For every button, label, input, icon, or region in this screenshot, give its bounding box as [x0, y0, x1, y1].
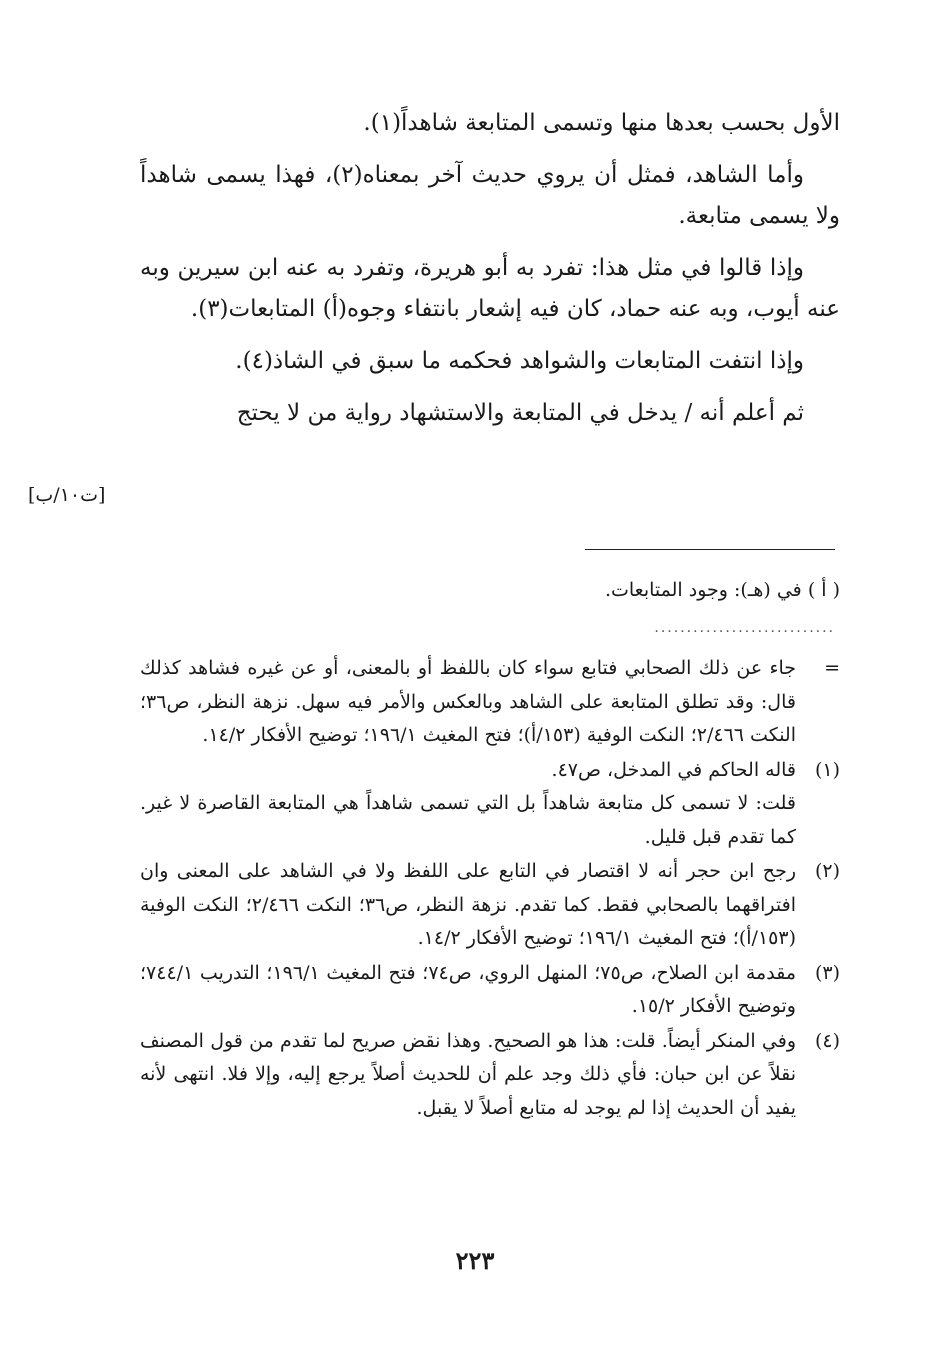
footnote-continuation [140, 652, 840, 753]
footnote-body [140, 855, 796, 956]
footnote-line: قاله الحاكم في المدخل، ص٤٧. [551, 758, 796, 781]
footnote-line: مقدمة ابن الصلاح، ص٧٥؛ المنهل الروي، ص٧٤؛ فتح المغيث ١٩٦/١؛ التدريب ٧٤٤/١؛ وتوضيح الأفكار ١٥/٢. [140, 961, 796, 1017]
footnote-line: وفي المنكر أيضاً. قلت: هذا هو الصحيح. وهذا نقض صريح لما تقدم من قول المصنف نقلاً عن ابن حبان: فأي ذلك وجد علم أن للحديث أصلاً يرجع إليه، وإلا فلا. انتهى لأنه يفيد أن الحديث إذا لم يوجد له متابع أصلاً لا يقبل. [140, 1029, 796, 1119]
footnote-separator [585, 549, 835, 550]
variant-note-text: في (هـ): وجود المتابعات. [604, 579, 802, 601]
footnote-mark: = [824, 657, 840, 679]
footnote-body [140, 754, 796, 855]
footnote-body [140, 1025, 796, 1126]
main-text [140, 103, 840, 445]
manuscript-folio-marker: [ت١٠/ب] [28, 484, 106, 506]
footnote-body [140, 652, 796, 753]
footnote-mark: (٤) [814, 1029, 840, 1052]
main-paragraph: وإذا قالوا في مثل هذا: تفرد به أبو هريرة، وتفرد به عنه ابن سيرين وبه عنه أيوب، وبه عنه حماد، كان فيه إشعار بانتفاء وجوه(أ) المتابعات(٣). [140, 255, 840, 322]
main-paragraph: الأول بحسب بعدها منها وتسمى المتابعة شاهداً(١). [363, 110, 840, 136]
footnote-mark: (١) [814, 758, 840, 781]
footnote-line: رجح ابن حجر أنه لا اقتصار في التابع على اللفظ ولا في الشاهد على المعنى وان افتراقهما بالصحابي فقط. كما تقدم. نزهة النظر، ص٣٦؛ النكت ٢/٤٦٦؛ النكت الوفية (١٥٣/أ)؛ فتح المغيث ١٩٦/١؛ توضيح الأفكار ١٤/٢. [140, 860, 796, 949]
variant-note-mark: ( أ ) [807, 579, 840, 601]
footnote-line: قلت: لا تسمى كل متابعة شاهداً بل التي تسمى شاهداً هي المتابعة القاصرة لا غير. كما تقدم قبل قليل. [140, 792, 796, 848]
main-paragraph: وإذا انتفت المتابعات والشواهد فحكمه ما سبق في الشاذ(٤). [235, 348, 804, 374]
main-paragraph: ثم أعلم أنه / يدخل في المتابعة والاستشهاد رواية من لا يحتج [236, 400, 804, 426]
footnote-mark: (٢) [814, 860, 840, 882]
dotted-separator: ............................ [654, 620, 835, 636]
footnotes [140, 652, 840, 1126]
footnote-line: جاء عن ذلك الصحابي فتابع سواء كان باللفظ أو بالمعنى، أو عن غيره فشاهد كذلك قال: وقد تطلق المتابعة على الشاهد وبالعكس والأمر فيه سهل. نزهة النظر، ص٣٦؛ النكت ٢/٤٦٦؛ النكت الوفية (١٥٣/أ)؛ فتح المغيث ١٩٦/١؛ توضيح الأفكار ١٤/٢. [140, 657, 796, 746]
footnote-body [140, 957, 796, 1024]
footnote-1 [140, 754, 840, 855]
main-paragraph: وأما الشاهد، فمثل أن يروي حديث آخر بمعناه(٢)، فهذا يسمى شاهداً ولا يسمى متابعة. [140, 162, 840, 229]
footnote-4 [140, 1025, 840, 1126]
variant-note [140, 574, 840, 607]
footnote-mark: (٣) [814, 961, 840, 984]
page-number: ٢٢٣ [455, 1246, 495, 1275]
footnote-3 [140, 957, 840, 1024]
footnote-2 [140, 855, 840, 956]
